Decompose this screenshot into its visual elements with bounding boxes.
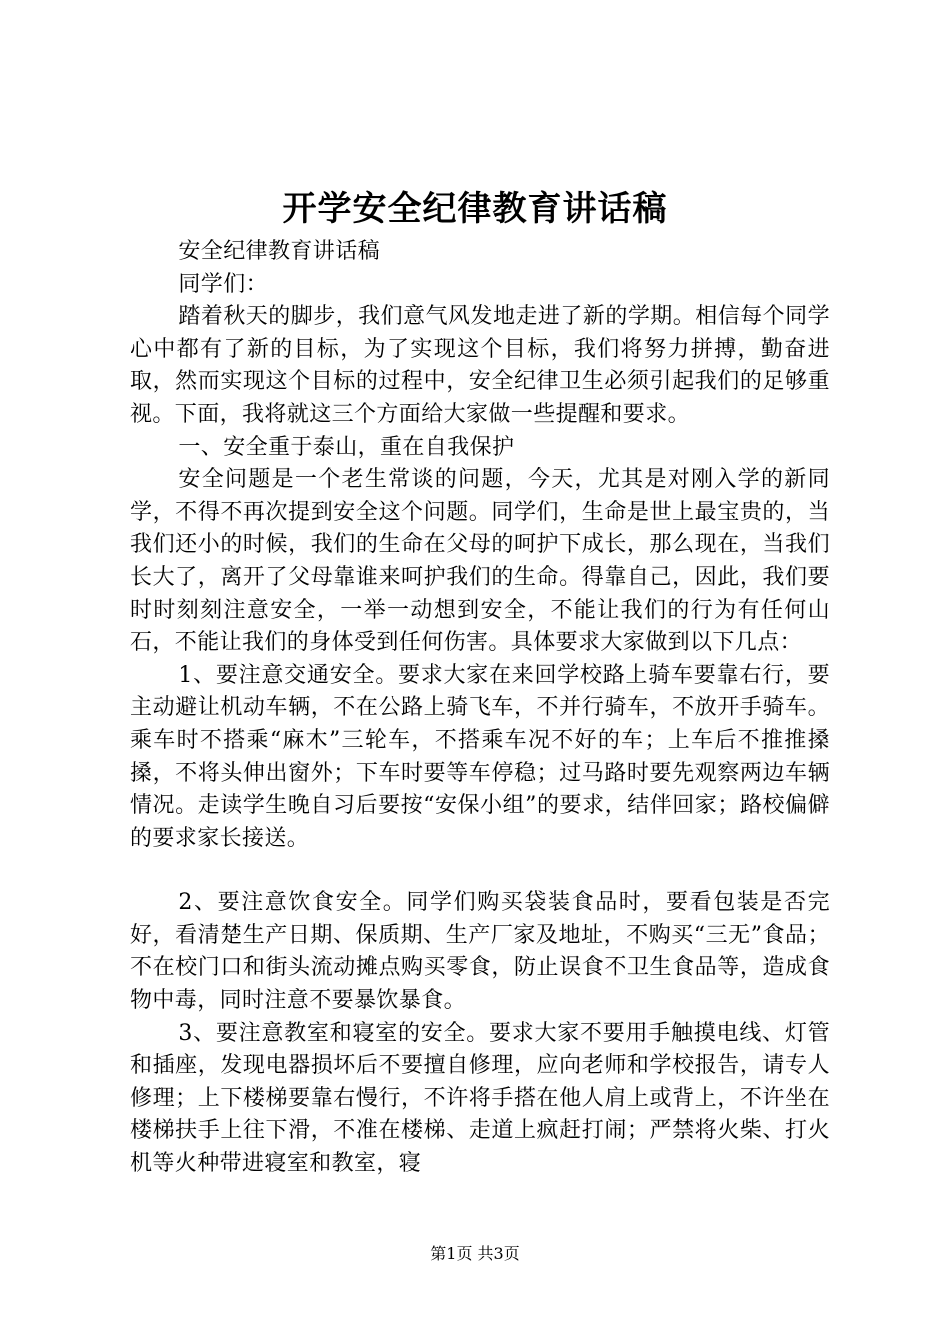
paragraph-subtitle: 安全纪律教育讲话稿	[178, 239, 380, 264]
paragraph-safety: 安全问题是一个老生常谈的问题，今天，尤其是对刚入学的新同学，不得不再次提到安全这个问题。同学们，生命是世上最宝贵的，当我们还小的时候，我们的生命在父母的呵护下成长，那么现在，当我们长大了，离开了父母靠谁来呵护我们的生命。得靠自己，因此，我们要时时刻刻注意安全，一举一动想到安全，不能让我们的行为有任何山石，不能让我们的身体受到任何伤害。具体要求大家做到以下几点：	[130, 467, 830, 656]
section-heading-safety: 一、安全重于泰山，重在自我保护	[178, 434, 515, 460]
paragraph-traffic-safety: 1、要注意交通安全。要求大家在来回学校路上骑车要靠右行，要主动避让机动车辆，不在公路上骑飞车，不并行骑车，不放开手骑车。乘车时不搭乘“麻木”三轮车，不搭乘车况不好的车；上车后不推推搡搡，不将头伸出窗外；下车时要等车停稳；过马路时要先观察两边车辆情况。走读学生晚自习后要按“安保小组”的要求，结伴回家；路校偏僻的要求家长接送。	[130, 662, 830, 851]
paragraph-classroom-safety: 3、要注意教室和寝室的安全。要求大家不要用手触摸电线、灯管和插座，发现电器损坏后不要擅自修理，应向老师和学校报告，请专人修理；上下楼梯要靠右慢行，不许将手搭在他人肩上或背上，不许坐在楼梯扶手上往下滑，不准在楼梯、走道上疯赶打闹；严禁将火柴、打火机等火种带进寝室和教室，寝	[130, 1020, 830, 1177]
paragraph-greeting: 同学们：	[178, 271, 268, 297]
paragraph-food-safety: 2、要注意饮食安全。同学们购买袋装食品时，要看包装是否完好，看清楚生产日期、保质期、生产厂家及地址，不购买“三无”食品；不在校门口和街头流动摊点购买零食，防止误食不卫生食品等，造成食物中毒，同时注意不要暴饮暴食。	[130, 890, 830, 1014]
document-body	[130, 236, 830, 1181]
page-number: 第1页 共3页	[430, 1244, 520, 1263]
paragraph-intro: 踏着秋天的脚步，我们意气风发地走进了新的学期。相信每个同学心中都有了新的目标，为了实现这个目标，我们将努力拼搏，勤奋进取，然而实现这个目标的过程中，安全纪律卫生必须引起我们的足够重视。下面，我将就这三个方面给大家做一些提醒和要求。	[130, 304, 830, 427]
document-title: 开学安全纪律教育讲话稿	[282, 189, 668, 229]
